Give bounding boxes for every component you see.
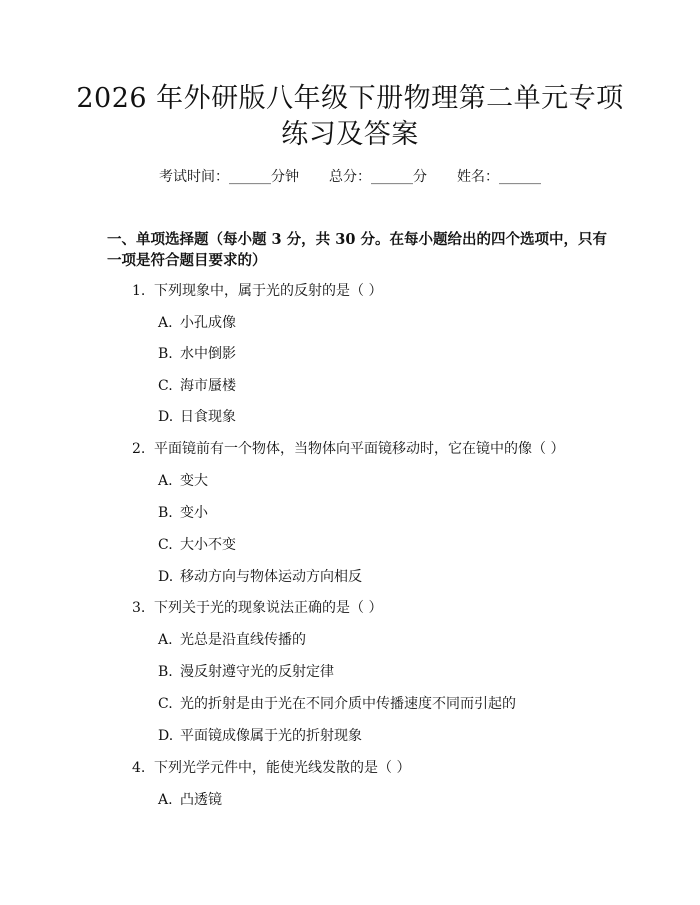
question-2-option-b (158, 503, 208, 523)
question-2-option-d (158, 567, 362, 587)
student-name-field: 姓名：______ (457, 169, 541, 185)
option-letter: A. (158, 632, 173, 648)
question-3 (132, 598, 382, 618)
option-text: 凸透镜 (180, 792, 222, 808)
option-text: 海市蜃楼 (180, 378, 236, 394)
option-text: 光的折射是由于光在不同介质中传播速度不同而引起的 (180, 696, 516, 712)
option-text: 日食现象 (180, 409, 236, 425)
question-1-option-a (158, 313, 236, 333)
option-text: 漫反射遵守光的反射定律 (180, 664, 334, 680)
option-letter: A. (158, 792, 173, 808)
option-text: 小孔成像 (180, 315, 236, 331)
question-number: 2. (132, 441, 146, 457)
question-text: 下列关于光的现象说法正确的是（ ） (154, 600, 383, 616)
option-letter: B. (158, 664, 173, 680)
option-letter: C. (158, 696, 173, 712)
question-2 (132, 439, 564, 459)
option-letter: C. (158, 537, 173, 553)
question-number: 3. (132, 600, 146, 616)
option-letter: B. (158, 346, 173, 362)
total-score-field: 总分：______分 (329, 169, 427, 185)
question-1-option-d (158, 407, 236, 427)
question-text: 下列光学元件中，能使光线发散的是（ ） (154, 760, 411, 776)
question-1-option-c (158, 376, 236, 396)
exam-time-field: 考试时间：______分钟 (159, 169, 299, 185)
question-3-option-b (158, 662, 334, 682)
question-2-option-a (158, 471, 208, 491)
question-1 (132, 281, 382, 301)
question-number: 1. (132, 283, 146, 299)
section-heading: 一、单项选择题（每小题 3 分，共 30 分。在每小题给出的四个选项中，只有一项是符合题目要求的） (107, 231, 607, 269)
option-letter: C. (158, 378, 173, 394)
question-3-option-a (158, 630, 306, 650)
question-3-option-c (158, 694, 516, 714)
question-text: 平面镜前有一个物体，当物体向平面镜移动时，它在镜中的像（ ） (154, 441, 565, 457)
option-letter: B. (158, 505, 173, 521)
option-text: 平面镜成像属于光的折射现象 (180, 728, 362, 744)
question-1-option-b (158, 344, 236, 364)
option-letter: A. (158, 473, 173, 489)
question-text: 下列现象中，属于光的反射的是（ ） (154, 283, 383, 299)
option-text: 变小 (180, 505, 208, 521)
option-letter: D. (158, 409, 174, 425)
page-title-line1: 2026 年外研版八年级下册物理第二单元专项 (76, 83, 624, 114)
question-number: 4. (132, 760, 146, 776)
option-text: 变大 (180, 473, 208, 489)
question-4 (132, 758, 410, 778)
option-text: 光总是沿直线传播的 (180, 632, 306, 648)
option-letter: D. (158, 728, 174, 744)
exam-info (0, 166, 700, 188)
option-text: 水中倒影 (180, 346, 236, 362)
question-3-option-d (158, 726, 362, 746)
page-title-line2: 练习及答案 (281, 119, 419, 150)
option-letter: A. (158, 315, 173, 331)
question-4-option-a (158, 790, 222, 810)
option-text: 大小不变 (180, 537, 236, 553)
question-2-option-c (158, 535, 236, 555)
option-letter: D. (158, 569, 174, 585)
option-text: 移动方向与物体运动方向相反 (180, 569, 362, 585)
